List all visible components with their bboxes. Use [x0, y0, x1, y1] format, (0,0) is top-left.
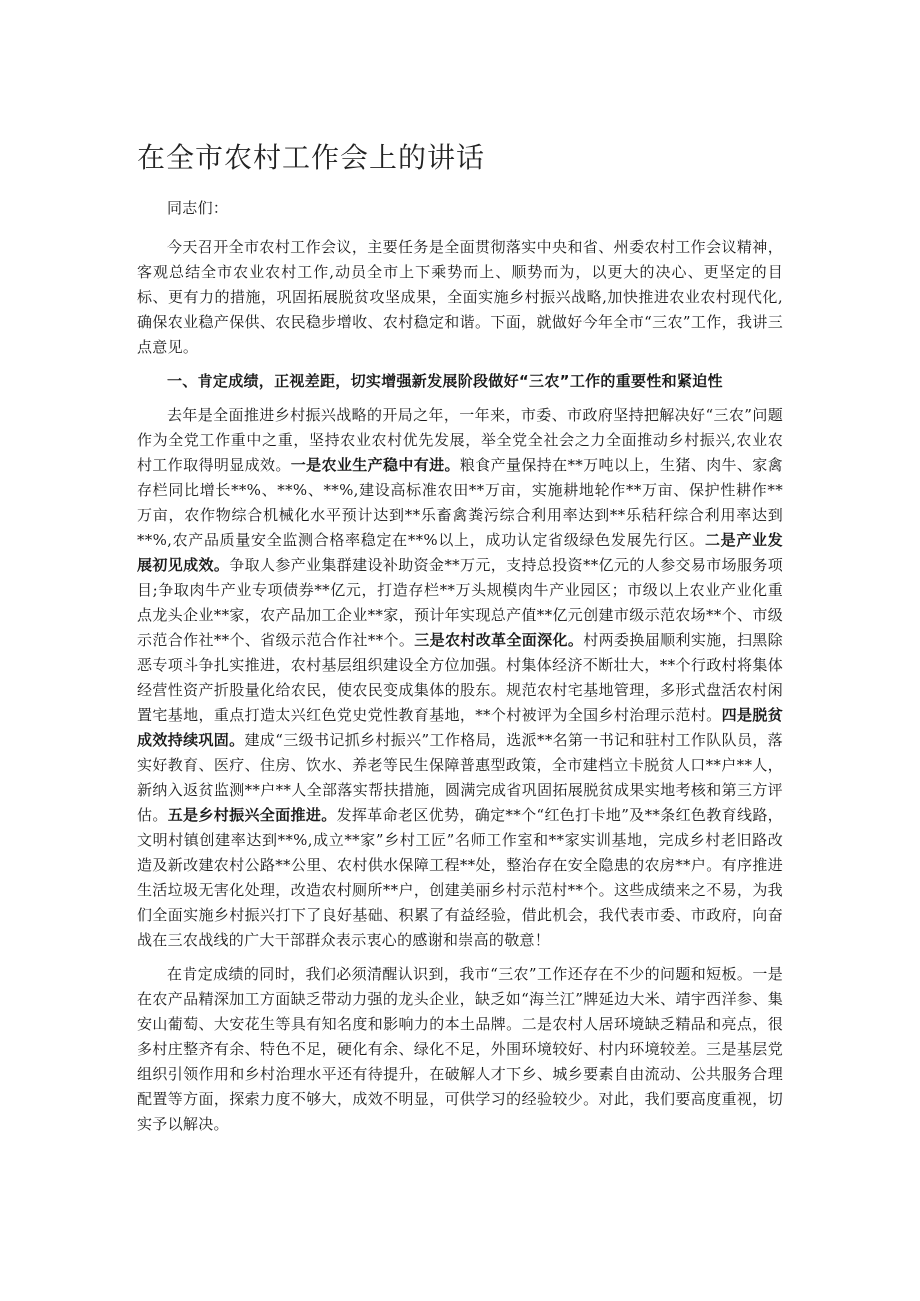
- emphasis-point-4: 四是脱贫成效持续巩固。: [137, 706, 783, 749]
- paragraph-text: 村两委换届顺利实施，扫黑除恶专项斗争扎实推进，农村基层组织建设全方位加强。村集体经济不断壮大，**个行政村将集体经营性资产折股量化给农民，使农民变成集体的股东。规范农村宅基地管理，多形式盘活农村闲置宅基地，重点打造太兴红色党史党性教育基地，**个村被评为全国乡村治理示范村。: [137, 631, 783, 724]
- section-heading-1: 一、肯定成绩，正视差距，切实增强新发展阶段做好“三农”工作的重要性和紧迫性: [167, 372, 723, 390]
- intro-paragraph: 今天召开全市农村工作会议，主要任务是全面贯彻落实中央和省、州委农村工作会议精神，客观总结全市农业农村工作,动员全市上下乘势而上、顺势而为，以更大的决心、更坚定的目标、更有力的措施，巩固拓展脱贫攻坚成果，全面实施乡村振兴战略,加快推进农业农村现代化,确保农业稳产保供、农民稳步增收、农村稳定和谐。下面，就做好今年全市“三农”工作，我讲三点意见。: [137, 238, 783, 356]
- salutation: 同志们：: [167, 199, 229, 217]
- achievements-paragraph: [137, 403, 783, 953]
- paragraph-text: 争取人参产业集群建设补助资金**万元，支持总投资**亿元的人参交易市场服务项目;争取肉牛产业专项债券**亿元，打造存栏**万头规模肉牛产业园区；市级以上农业产业化重点龙头企业**家，农产品加工企业**家，预计年实现总产值**亿元创建市级示范农场**个、市级示范合作社**个、省级示范合作社**个。: [137, 556, 783, 649]
- emphasis-point-3: 三是农村改革全面深化。: [414, 631, 584, 649]
- document-title: 在全市农村工作会上的讲话: [137, 141, 486, 174]
- emphasis-point-2: 二是产业发展初见成效。: [137, 531, 783, 574]
- paragraph-text: 去年是全面推进乡村振兴战略的开局之年，一年来，市委、市政府坚持把解决好“三农”问题作为全党工作重中之重，坚持农业农村优先发展，举全党全社会之力全面推动乡村振兴,农业农村工作取得明显成效。: [137, 406, 783, 474]
- emphasis-point-5: 五是乡村振兴全面推进。: [167, 806, 337, 824]
- paragraph-text: 发挥革命老区优势，确定**个“红色打卡地”及**条红色教育线路，文明村镇创建率达到**%,成立**家”乡村工匠”名师工作室和**家实训基地，完成乡村老旧路改造及新改建农村公路**公里、农村供水保障工程**处，整治存在安全隐患的农房**户。有序推进生活垃圾无害化处理，改造农村厕所**户，创建美丽乡村示范村**个。这些成绩来之不易，为我们全面实施乡村振兴打下了良好基础、积累了有益经验，借此机会，我代表市委、市政府，向奋战在三农战线的广大干部群众表示衷心的感谢和崇高的敬意！: [137, 806, 783, 949]
- paragraph-text: 粮食产量保持在**万吨以上，生猪、肉牛、家禽存栏同比增长**%、**%、**%,建设高标准农田**万亩，实施耕地轮作**万亩、保护性耕作**万亩，农作物综合机械化水平预计达到**乐畜禽粪污综合利用率达到**乐秸秆综合利用率达到**%,农产品质量安全监测合格率稳定在**%以上，成功认定省级绿色发展先行区。: [137, 456, 783, 549]
- paragraph-text: 建成“三级书记抓乡村振兴”工作格局，选派**名第一书记和驻村工作队队员，落实好教育、医疗、住房、饮水、养老等民生保障普惠型政策，全市建档立卡脱贫人口**户**人，新纳入返贫监测**户**人全部落实帮扶措施，圆满完成省巩固拓展脱贫成果实地考核和第三方评估。: [137, 731, 783, 824]
- problems-paragraph: 在肯定成绩的同时，我们必须清醒认识到，我市“三农”工作还存在不少的问题和短板。一是在农产品精深加工方面缺乏带动力强的龙头企业，缺乏如“海兰江”牌延边大米、靖宇西洋参、集安山葡萄、大安花生等具有知名度和影响力的本土品牌。二是农村人居环境缺乏精品和亮点，很多村庄整齐有余、特色不足，硬化有余、绿化不足，外围环境较好、村内环境较差。三是基层党组织引领作用和乡村治理水平还有待提升，在破解人才下乡、城乡要素自由流动、公共服务合理配置等方面，探索力度不够大，成效不明显，可供学习的经验较少。对此，我们要高度重视，切实予以解决。: [137, 965, 783, 1133]
- emphasis-point-1: 一是农业生产稳中有进。: [290, 456, 460, 474]
